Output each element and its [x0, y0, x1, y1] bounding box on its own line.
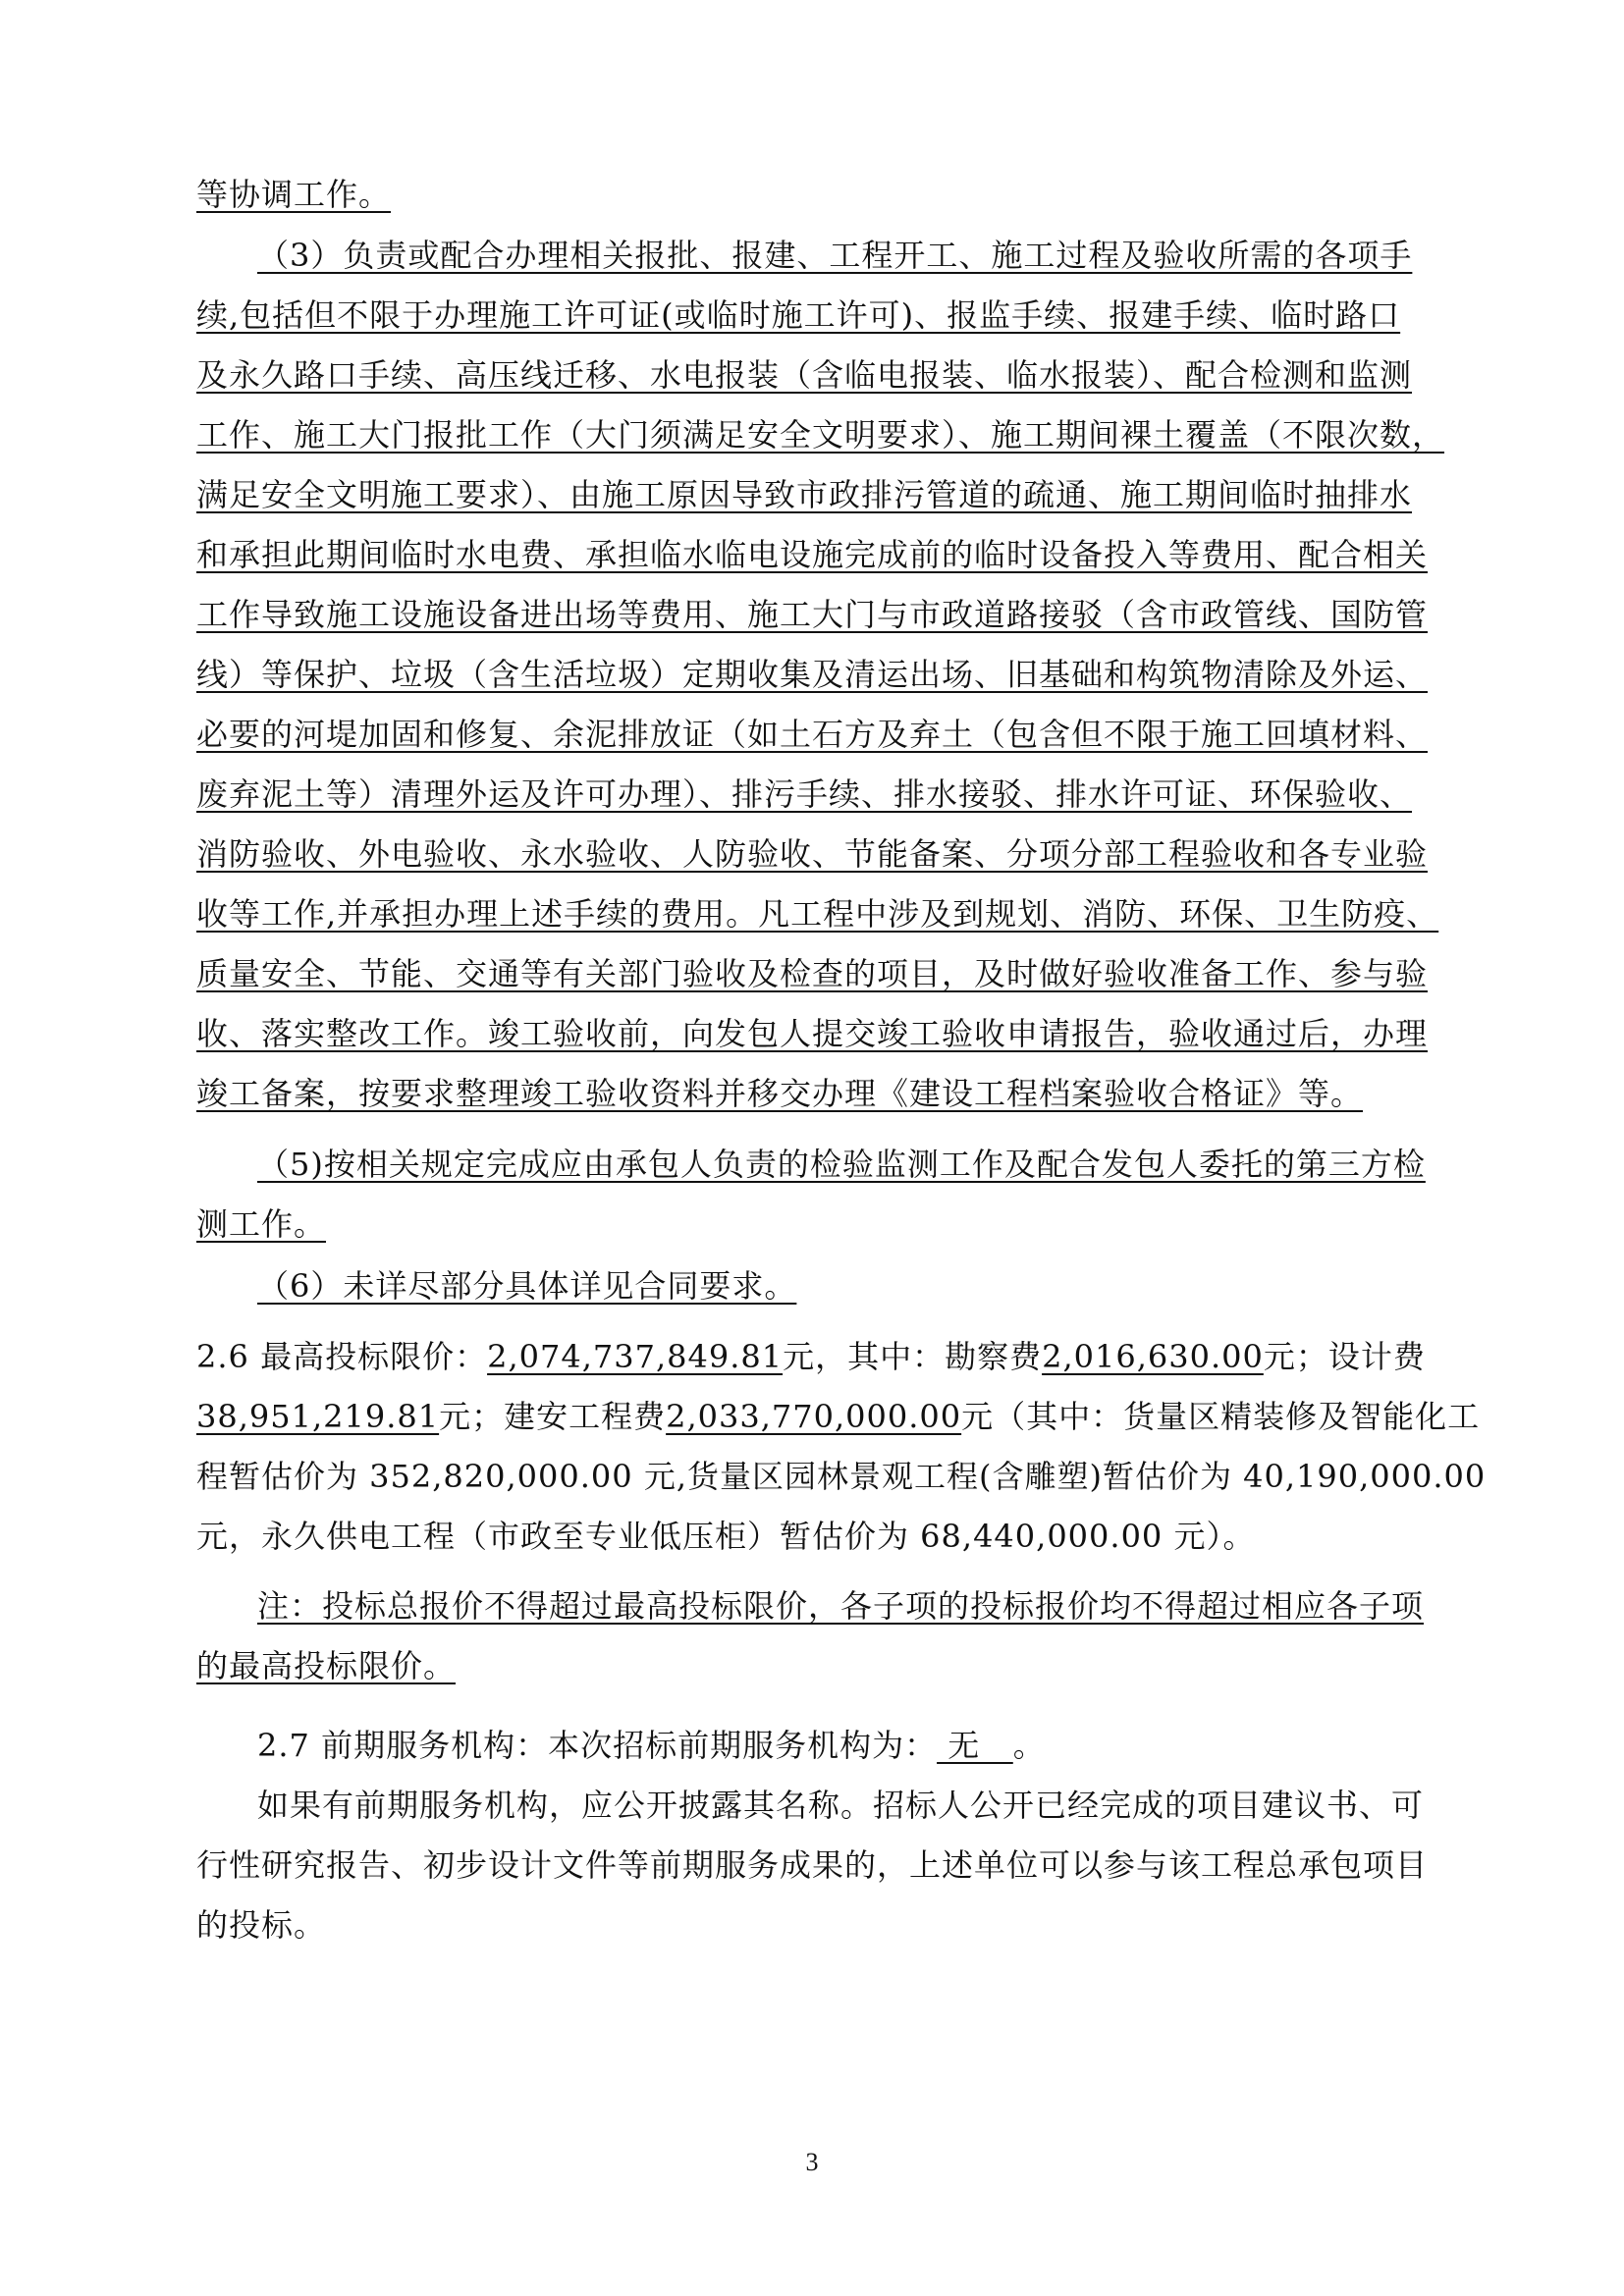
- paragraph-line: 线）等保护、垃圾（含生活垃圾）定期收集及清运出场、旧基础和构筑物清除及外运、: [196, 656, 1429, 693]
- provisional-sum-text: 元（其中：货量区精装修及智能化工: [961, 1398, 1481, 1435]
- prior-service-end: 。: [1012, 1727, 1046, 1764]
- paragraph-line: 续,包括但不限于办理施工许可证(或临时施工许可)、报监手续、报建手续、临时路口: [196, 296, 1401, 334]
- paragraph-line: 废弃泥土等）清理外运及许可办理）、排污手续、排水接驳、排水许可证、环保验收、: [196, 775, 1413, 813]
- survey-fee-label: 元，其中：勘察费: [783, 1338, 1043, 1375]
- paragraph-line: 工作导致施工设施设备进出场等费用、施工大门与市政道路接驳（含市政管线、国防管: [196, 596, 1429, 633]
- paragraph-line: 竣工备案，按要求整理竣工验收资料并移交办理《建设工程档案验收合格证》等。: [196, 1075, 1364, 1112]
- paragraph-line: 及永久路口手续、高压线迁移、水电报装（含临电报装、临水报装）、配合检测和监测: [196, 356, 1413, 394]
- construction-fee-label: 元；建安工程费: [439, 1398, 667, 1435]
- paragraph-line: 的投标。: [196, 1906, 327, 1944]
- paragraph-line: 满足安全文明施工要求）、由施工原因导致市政排污管道的疏通、施工期间临时抽排水: [196, 476, 1413, 513]
- paragraph-line: 消防验收、外电验收、永水验收、人防验收、节能备案、分项分部工程验收和各专业验: [196, 835, 1429, 873]
- design-fee-label: 元；设计费: [1263, 1338, 1426, 1375]
- max-price-value: 2,074,737,849.81: [487, 1338, 784, 1375]
- paragraph-line: 等协调工作。: [196, 176, 392, 213]
- design-fee-value: 38,951,219.81: [196, 1398, 440, 1435]
- paragraph-line: 测工作。: [196, 1205, 327, 1243]
- prior-service-value: 无: [937, 1727, 1013, 1764]
- page-number: 3: [805, 2148, 819, 2176]
- max-price-label: 2.6 最高投标限价：: [196, 1338, 488, 1375]
- prior-service-label: 2.7 前期服务机构：本次招标前期服务机构为：: [257, 1727, 938, 1764]
- paragraph-line: （5)按相关规定完成应由承包人负责的检验监测工作及配合发包人委托的第三方检: [257, 1146, 1426, 1183]
- paragraph-line: 和承担此期间临时水电费、承担临水临电设施完成前的临时设备投入等费用、配合相关: [196, 536, 1429, 573]
- paragraph-line: 质量安全、节能、交通等有关部门验收及检查的项目，及时做好验收准备工作、参与验: [196, 955, 1429, 992]
- max-price-line: 程暂估价为 352,820,000.00 元,货量区园林景观工程(含雕塑)暂估价为 40,190,000.00: [196, 1458, 1487, 1495]
- prior-service-line: [257, 1724, 1046, 1767]
- paragraph-line: 收等工作,并承担办理上述手续的费用。凡工程中涉及到规划、消防、环保、卫生防疫、: [196, 895, 1439, 933]
- paragraph-line: （6）未详尽部分具体详见合同要求。: [257, 1267, 797, 1305]
- max-price-line: [196, 1335, 1426, 1378]
- paragraph-line: 行性研究报告、初步设计文件等前期服务成果的，上述单位可以参与该工程总承包项目: [196, 1846, 1429, 1884]
- paragraph-line: 如果有前期服务机构，应公开披露其名称。招标人公开已经完成的项目建议书、可: [257, 1787, 1425, 1824]
- max-price-line: [196, 1395, 1480, 1438]
- paragraph-line: 收、落实整改工作。竣工验收前，向发包人提交竣工验收申请报告，验收通过后，办理: [196, 1015, 1429, 1052]
- note-line: 注：投标总报价不得超过最高投标限价，各子项的投标报价均不得超过相应各子项: [257, 1587, 1425, 1625]
- construction-fee-value: 2,033,770,000.00: [666, 1398, 962, 1435]
- max-price-line: 元，永久供电工程（市政至专业低压柜）暂估价为 68,440,000.00 元）。: [196, 1518, 1256, 1555]
- paragraph-line: 必要的河堤加固和修复、余泥排放证（如土石方及弃土（包含但不限于施工回填材料、: [196, 716, 1429, 753]
- survey-fee-value: 2,016,630.00: [1042, 1338, 1264, 1375]
- paragraph-line: 工作、施工大门报批工作（大门须满足安全文明要求）、施工期间裸土覆盖（不限次数，: [196, 416, 1445, 454]
- note-line: 的最高投标限价。: [196, 1647, 457, 1684]
- paragraph-line: （3）负责或配合办理相关报批、报建、工程开工、施工过程及验收所需的各项手: [257, 237, 1413, 274]
